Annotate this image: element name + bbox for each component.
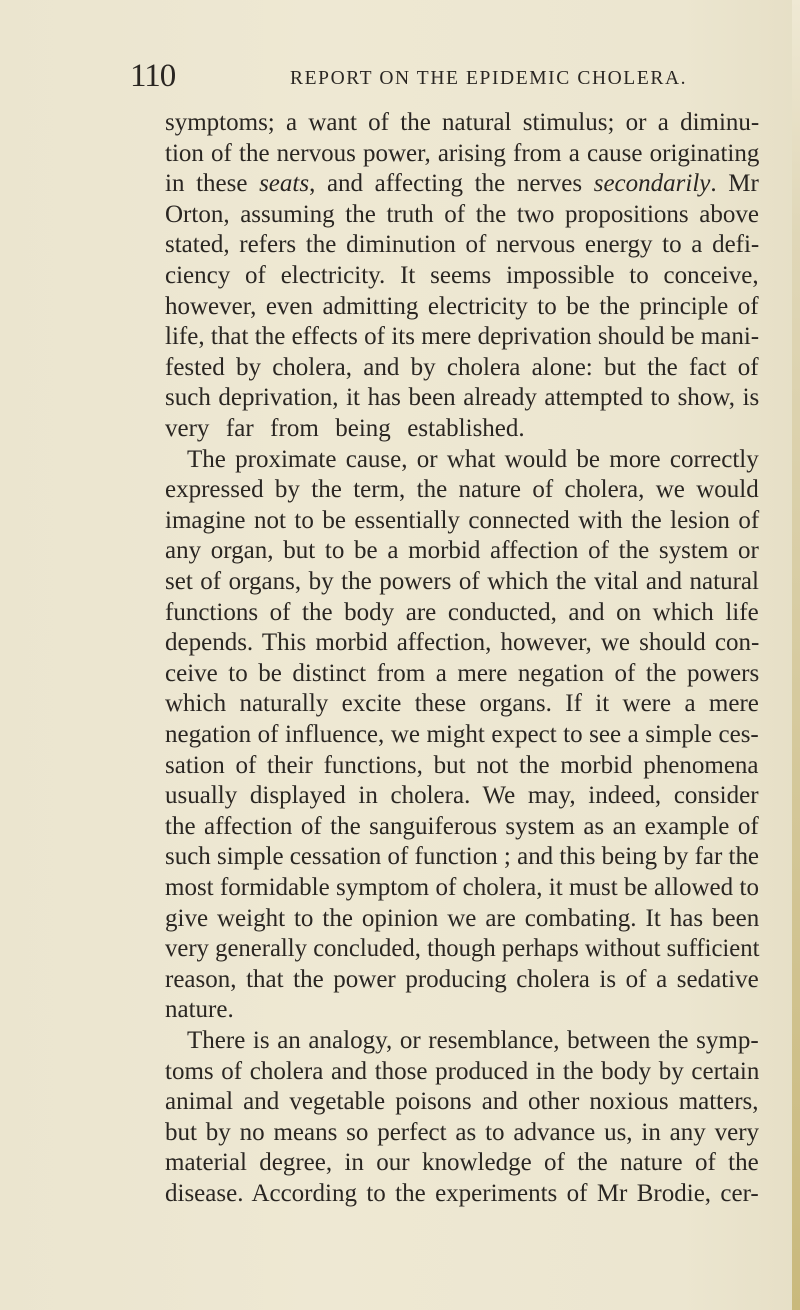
page-header xyxy=(0,58,800,98)
text-line: usually displayed in cholera. We may, indeed, consider xyxy=(165,782,759,810)
text-line: tion of the nervous power, arising from a cause originating xyxy=(165,139,760,167)
text-line: negation of influence, we might expect to see a simple ces- xyxy=(165,721,759,748)
text-line: functions of the body are conducted, and on which life xyxy=(165,598,759,626)
line-segment: , and affecting the nerves xyxy=(309,170,594,198)
text-line: nature. xyxy=(165,996,234,1024)
text-line: set of organs, by the powers of which the vital and natural xyxy=(165,568,759,595)
text-line: such deprivation, it has been already attempted to show, is xyxy=(165,384,760,412)
text-line: however, even admitting electricity to be the principle of xyxy=(165,292,759,320)
text-line: which naturally excite these organs. If it were a mere xyxy=(165,690,759,718)
text-line: stated, refers the diminution of nervous energy to a defi- xyxy=(165,231,760,259)
text-line: very generally concluded, though perhaps without sufficient xyxy=(165,935,760,963)
text-line: but by no means so perfect as to advance us, in any very xyxy=(165,1118,760,1146)
text-line: ciency of electricity. It seems impossible to conceive, xyxy=(165,262,759,289)
text-line: give weight to the opinion we are combating. It has been xyxy=(165,904,760,932)
text-line: reason, that the power producing cholera is of a sedative xyxy=(165,965,759,993)
text-line: sation of their functions, but not the morbid phenomena xyxy=(165,751,759,779)
text-line: toms of cholera and those produced in the body by certain xyxy=(165,1057,760,1085)
text-line: The proximate cause, or what would be more correctly xyxy=(187,445,759,473)
text-line: imagine not to be essentially connected with the lesion of xyxy=(165,506,760,534)
text-line xyxy=(165,167,759,201)
italic-word: secondarily xyxy=(593,170,711,198)
text-line: Orton, assuming the truth of the two propositions above xyxy=(165,200,759,228)
text-line: most formidable symptom of cholera, it must be allowed to xyxy=(165,874,759,901)
text-line: life, that the effects of its mere deprivation should be mani- xyxy=(165,323,760,351)
text-line: very far from being established. xyxy=(165,415,525,442)
text-line: such simple cessation of function ; and this being by far the xyxy=(165,843,760,871)
running-head: REPORT ON THE EPIDEMIC CHOLERA. xyxy=(290,68,688,89)
text-line: the affection of the sanguiferous system as an example of xyxy=(165,812,759,840)
line-segment: in these xyxy=(165,170,260,198)
text-line: symptoms; a want of the natural stimulus; or a diminu- xyxy=(165,109,760,136)
text-line: There is an analogy, or resemblance, between the symp- xyxy=(187,1027,759,1054)
text-line: disease. According to the experiments of Mr Brodie, cer- xyxy=(165,1180,759,1207)
text-line: expressed by the term, the nature of cholera, we would xyxy=(165,476,759,504)
text-line: any organ, but to be a morbid affection of the system or xyxy=(165,537,759,565)
text-line: material degree, in our knowledge of the nature of the xyxy=(165,1149,759,1177)
line-segment: . Mr xyxy=(710,170,759,198)
italic-word: seats xyxy=(259,170,310,198)
text-line: depends. This morbid affection, however, we should con- xyxy=(165,629,760,657)
page-edge xyxy=(792,0,800,1310)
text-line: fested by cholera, and by cholera alone: but the fact of xyxy=(165,353,759,381)
text-line: animal and vegetable poisons and other noxious matters, xyxy=(165,1088,759,1116)
text-line: ceive to be distinct from a mere negation of the powers xyxy=(165,659,760,687)
page-number: 110 xyxy=(130,58,176,94)
